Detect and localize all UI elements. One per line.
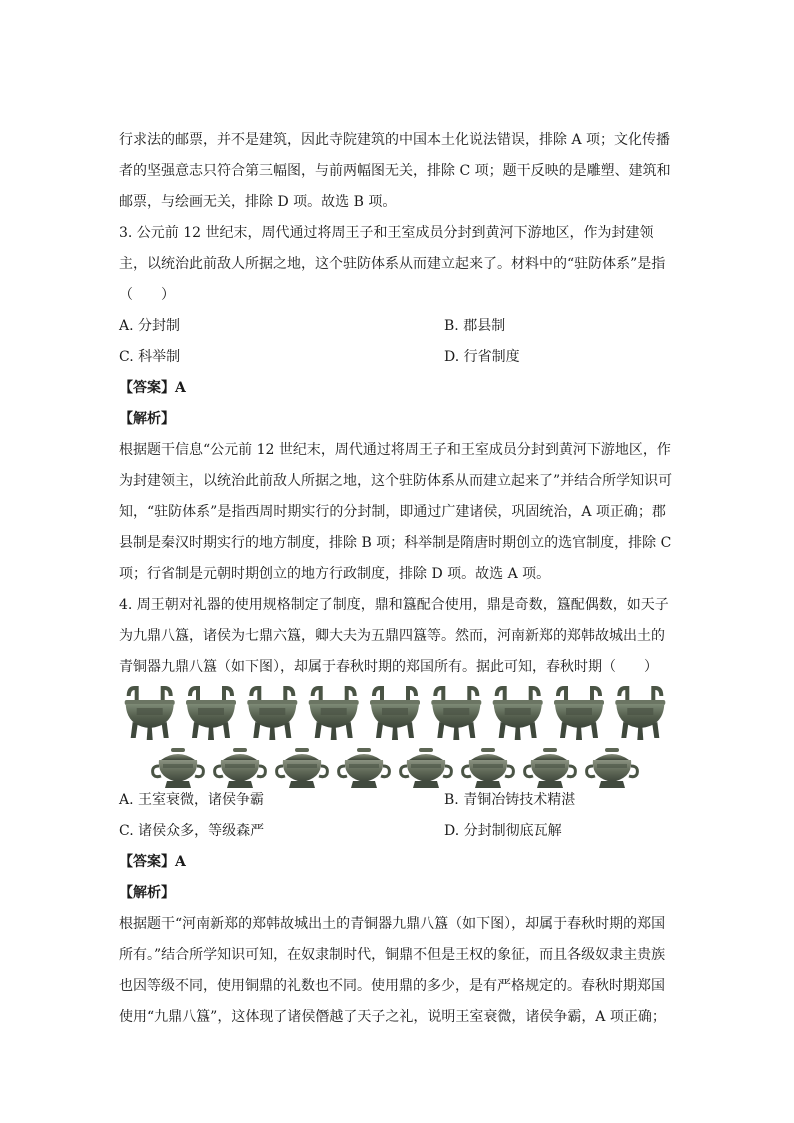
ding-vessel [247, 688, 297, 740]
analysis-text: 使用“九鼎八簋”，这体现了诸侯僭越了天子之礼，说明王室衰微，诸侯争霸，A 项正确； [119, 1009, 666, 1025]
gui-vessel [401, 748, 452, 788]
question-4-stem: 为九鼎八簋，诸侯为七鼎六簋，卿大夫为五鼎四簋等。然而，河南新郑的郑韩故城出土的 [119, 628, 665, 644]
option-c: C. 科举制 [119, 349, 181, 365]
answer-label: 【答案】A [119, 854, 186, 870]
analysis-text: 项；行省制是元朝时期创立的地方行政制度，排除 D 项。故选 A 项。 [119, 566, 551, 582]
ding-vessel [309, 688, 359, 740]
analysis-text: 为封建领主，以统治此前敌人所据之地，这个驻防体系从而建立起来了”并结合所学知识可 [119, 473, 673, 489]
analysis-text: 所有。”结合所学知识可知，在奴隶制时代，铜鼎不但是王权的象征，而且各级奴隶主贵族 [119, 947, 666, 963]
ding-vessel [554, 688, 604, 740]
analysis-label: 【解析】 [119, 411, 175, 427]
question-3-blank: （ ） [119, 287, 175, 303]
option-a: A. 分封制 [119, 318, 181, 334]
gui-vessel [587, 748, 638, 788]
ding-vessel [431, 688, 481, 740]
gui-vessel [153, 748, 204, 788]
analysis-label: 【解析】 [119, 885, 175, 901]
analysis-text: 县制是秦汉时期实行的地方制度，排除 B 项；科举制是隋唐时期创立的选官制度，排除 C [119, 535, 672, 551]
gui-vessel [339, 748, 390, 788]
question-4-stem: 4. 周王朝对礼器的使用规格制定了制度，鼎和簋配合使用，鼎是奇数，簋配偶数，如天子 [119, 597, 669, 613]
ding-vessel [493, 688, 543, 740]
option-c: C. 诸侯众多，等级森严 [119, 823, 265, 839]
text-line: 行求法的邮票，并不是建筑，因此寺院建筑的中国本土化说法错误，排除 A 项；文化传播 [119, 132, 671, 148]
question-3-stem: 主，以统治此前敌人所据之地，这个驻防体系从而建立起来了。材料中的“驻防体系”是指 [119, 256, 666, 272]
text-line: 邮票，与绘画无关，排除 D 项。故选 B 项。 [119, 194, 397, 210]
ding-vessel [615, 688, 665, 740]
gui-vessel [525, 748, 576, 788]
option-a: A. 王室衰微，诸侯争霸 [119, 792, 265, 808]
analysis-text: 也因等级不同，使用铜鼎的礼数也不同。使用鼎的多少，是有严格规定的。春秋时期郑国 [119, 978, 665, 994]
question-3-stem: 3. 公元前 12 世纪末，周代通过将周王子和王室成员分封到黄河下游地区，作为封建领 [119, 225, 654, 241]
answer-label: 【答案】A [119, 380, 186, 396]
ding-vessel [186, 688, 236, 740]
option-b: B. 青铜冶铸技术精湛 [444, 792, 576, 808]
gui-vessel [215, 748, 266, 788]
gui-vessel [277, 748, 328, 788]
text-line: 者的坚强意志只符合第三幅图，与前两幅图无关，排除 C 项；题干反映的是雕塑、建筑和 [119, 163, 671, 179]
analysis-text: 根据题干信息“公元前 12 世纪末，周代通过将周王子和王室成员分封到黄河下游地区，作 [119, 442, 671, 458]
ding-vessel [370, 688, 420, 740]
option-d: D. 分封制彻底瓦解 [444, 823, 562, 839]
analysis-text: 根据题干“河南新郑的郑韩故城出土的青铜器九鼎八簋（如下图），却属于春秋时期的郑国 [119, 916, 666, 932]
analysis-text: 知，“驻防体系”是指西周时期实行的分封制，即通过广建诸侯，巩固统治，A 项正确；郡 [119, 504, 666, 520]
question-4-stem: 青铜器九鼎八簋（如下图），却属于春秋时期的郑国所有。据此可知，春秋时期（ ） [119, 659, 658, 675]
option-b: B. 郡县制 [444, 318, 506, 334]
option-d: D. 行省制度 [444, 349, 520, 365]
ding-vessel [125, 688, 175, 740]
gui-vessel [463, 748, 514, 788]
bronze-vessels-image [119, 682, 671, 800]
